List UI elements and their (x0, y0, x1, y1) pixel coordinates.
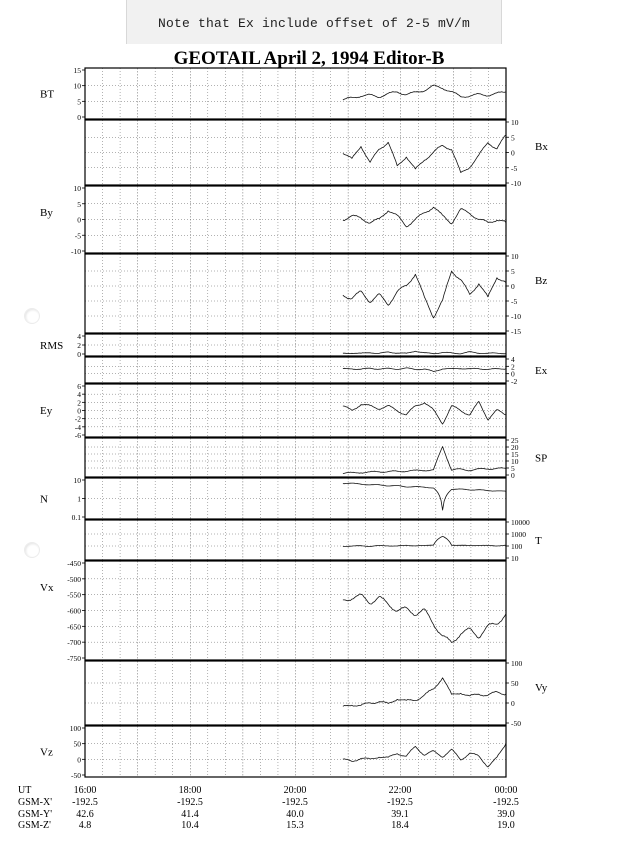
footer-cell: 39.0 (497, 809, 515, 820)
footer-cell: 15.3 (286, 820, 304, 831)
ey-tick-label: 6 (77, 382, 81, 391)
bt-tick-label: 5 (77, 97, 81, 107)
ey-tick-label: -6 (74, 431, 81, 440)
bt-tick-label: 10 (73, 81, 81, 91)
ey-tick-label: -2 (74, 414, 81, 424)
bz-series-line (343, 271, 506, 318)
by-series-line (343, 207, 506, 227)
n-tick-label: 0.1 (71, 513, 81, 522)
footer-cell: -192.5 (493, 797, 519, 808)
vy-series-line (343, 678, 506, 707)
by-tick-label: 0 (77, 215, 81, 225)
footer-cell: -192.5 (282, 797, 308, 808)
bz-panel-label: Bz (535, 275, 548, 287)
sp-tick-label: 20 (511, 443, 519, 452)
sp-panel-label: SP (535, 452, 548, 465)
vx-tick-label: -450 (67, 559, 81, 568)
footer-cell: 20:00 (283, 785, 307, 796)
vx-tick-label: -750 (67, 654, 81, 663)
n-panel-label: N (40, 493, 48, 506)
by-panel-label: By (40, 207, 53, 219)
footer-row-label: GSM-Y' (18, 809, 53, 820)
footer-cell: -192.5 (177, 797, 203, 808)
rms-tick-label: 4 (77, 332, 81, 341)
ex-tick-label: -2 (511, 377, 518, 386)
vx-tick-label: -600 (67, 606, 81, 616)
bz-tick-label: -10 (511, 312, 521, 321)
bz-tick-label: 10 (511, 252, 519, 261)
vx-tick-label: -700 (67, 638, 81, 648)
sp-tick-label: 10 (511, 457, 519, 466)
binder-hole-top (24, 308, 40, 324)
vz-tick-label: 0 (77, 755, 81, 765)
vx-tick-label: -500 (67, 574, 81, 584)
sp-tick-label: 0 (511, 471, 515, 480)
rms-panel-label: RMS (40, 340, 64, 352)
sp-tick-label: 25 (511, 436, 519, 445)
vy-tick-label: 100 (511, 659, 523, 668)
footer-cell: -192.5 (72, 797, 98, 808)
footer-row-label: UT (18, 785, 32, 796)
bz-tick-label: -15 (511, 327, 521, 336)
vz-tick-label: 50 (73, 739, 81, 749)
by-tick-label: -5 (74, 231, 81, 241)
vz-panel-label: Vz (40, 746, 53, 759)
rms-tick-label: 2 (77, 341, 81, 350)
bx-tick-label: 10 (511, 118, 519, 127)
footer-cell: 16:00 (73, 785, 97, 796)
page-title: GEOTAIL April 2, 1994 Editor-B (173, 48, 445, 69)
vy-panel-label: Vy (535, 682, 548, 694)
ey-tick-label: 0 (77, 406, 81, 416)
vx-series-line (343, 594, 506, 643)
bx-tick-label: 0 (511, 148, 515, 158)
footer-cell: 22:00 (388, 785, 412, 796)
sp-tick-label: 15 (511, 450, 519, 459)
rms-tick-label: 0 (77, 350, 81, 359)
bx-tick-label: 5 (511, 133, 515, 143)
footer-cell: 10.4 (181, 820, 199, 831)
vz-tick-label: -50 (71, 771, 81, 780)
bx-panel-label: Bx (535, 141, 548, 153)
bx-series-line (343, 135, 506, 173)
bz-tick-label: 5 (511, 267, 515, 276)
ey-panel-label: Ey (40, 405, 53, 417)
rms-series-line (343, 351, 506, 354)
n-series-line (343, 483, 506, 510)
bz-tick-label: 0 (511, 282, 515, 291)
vy-tick-label: 50 (511, 679, 519, 688)
bt-tick-label: 0 (77, 113, 81, 122)
ex-tick-label: 0 (511, 369, 515, 379)
footer-row-label: GSM-Z' (18, 820, 51, 831)
ey-series-line (343, 401, 506, 424)
bt-panel-label: BT (40, 88, 55, 101)
t-series-line (343, 536, 506, 546)
by-tick-label: -10 (71, 247, 81, 256)
vx-tick-label: -650 (67, 622, 81, 632)
vx-tick-label: -550 (67, 590, 81, 600)
vx-panel-label: Vx (40, 582, 54, 594)
t-tick-label: 100 (511, 542, 523, 551)
by-tick-label: 10 (73, 184, 81, 193)
bx-tick-label: -5 (511, 163, 518, 173)
ex-tick-label: 4 (511, 355, 515, 364)
sp-series-line (343, 447, 506, 474)
footer-cell: 18:00 (178, 785, 202, 796)
vz-tick-label: 100 (69, 724, 81, 733)
n-tick-label: 10 (73, 476, 81, 485)
offset-note: Note that Ex include offset of 2-5 mV/m (126, 0, 502, 44)
ey-tick-label: 2 (77, 398, 81, 408)
ex-tick-label: 2 (511, 362, 515, 372)
footer-row-label: GSM-X' (18, 797, 53, 808)
bt-series-line (343, 85, 506, 100)
footer-cell: 00:00 (494, 785, 518, 796)
t-panel-label: T (535, 535, 542, 547)
footer-cell: 41.4 (181, 809, 199, 820)
footer-cell: 4.8 (78, 820, 92, 831)
footer-cell: 19.0 (497, 820, 515, 831)
by-tick-label: 5 (77, 199, 81, 209)
t-tick-label: 1000 (511, 530, 526, 539)
footer-cell: 42.6 (76, 809, 94, 820)
ey-tick-label: -4 (74, 422, 81, 432)
footer-cell: 39.1 (391, 809, 409, 820)
vz-series-line (343, 743, 506, 767)
bt-tick-label: 15 (73, 66, 81, 75)
bx-tick-label: -10 (511, 179, 521, 188)
footer-cell: -192.5 (387, 797, 413, 808)
n-tick-label: 1 (77, 494, 81, 504)
footer-cell: 40.0 (286, 809, 304, 820)
binder-hole-middle (24, 542, 40, 558)
bz-tick-label: -5 (511, 297, 518, 306)
t-tick-label: 10 (511, 554, 519, 563)
ex-panel-label: Ex (535, 365, 548, 377)
sp-tick-label: 5 (511, 464, 515, 473)
t-tick-label: 10000 (511, 518, 530, 527)
ey-tick-label: 4 (77, 390, 81, 400)
footer-cell: 18.4 (391, 820, 409, 831)
ex-series-line (343, 368, 506, 372)
vy-tick-label: -50 (511, 719, 521, 728)
vy-tick-label: 0 (511, 699, 515, 708)
